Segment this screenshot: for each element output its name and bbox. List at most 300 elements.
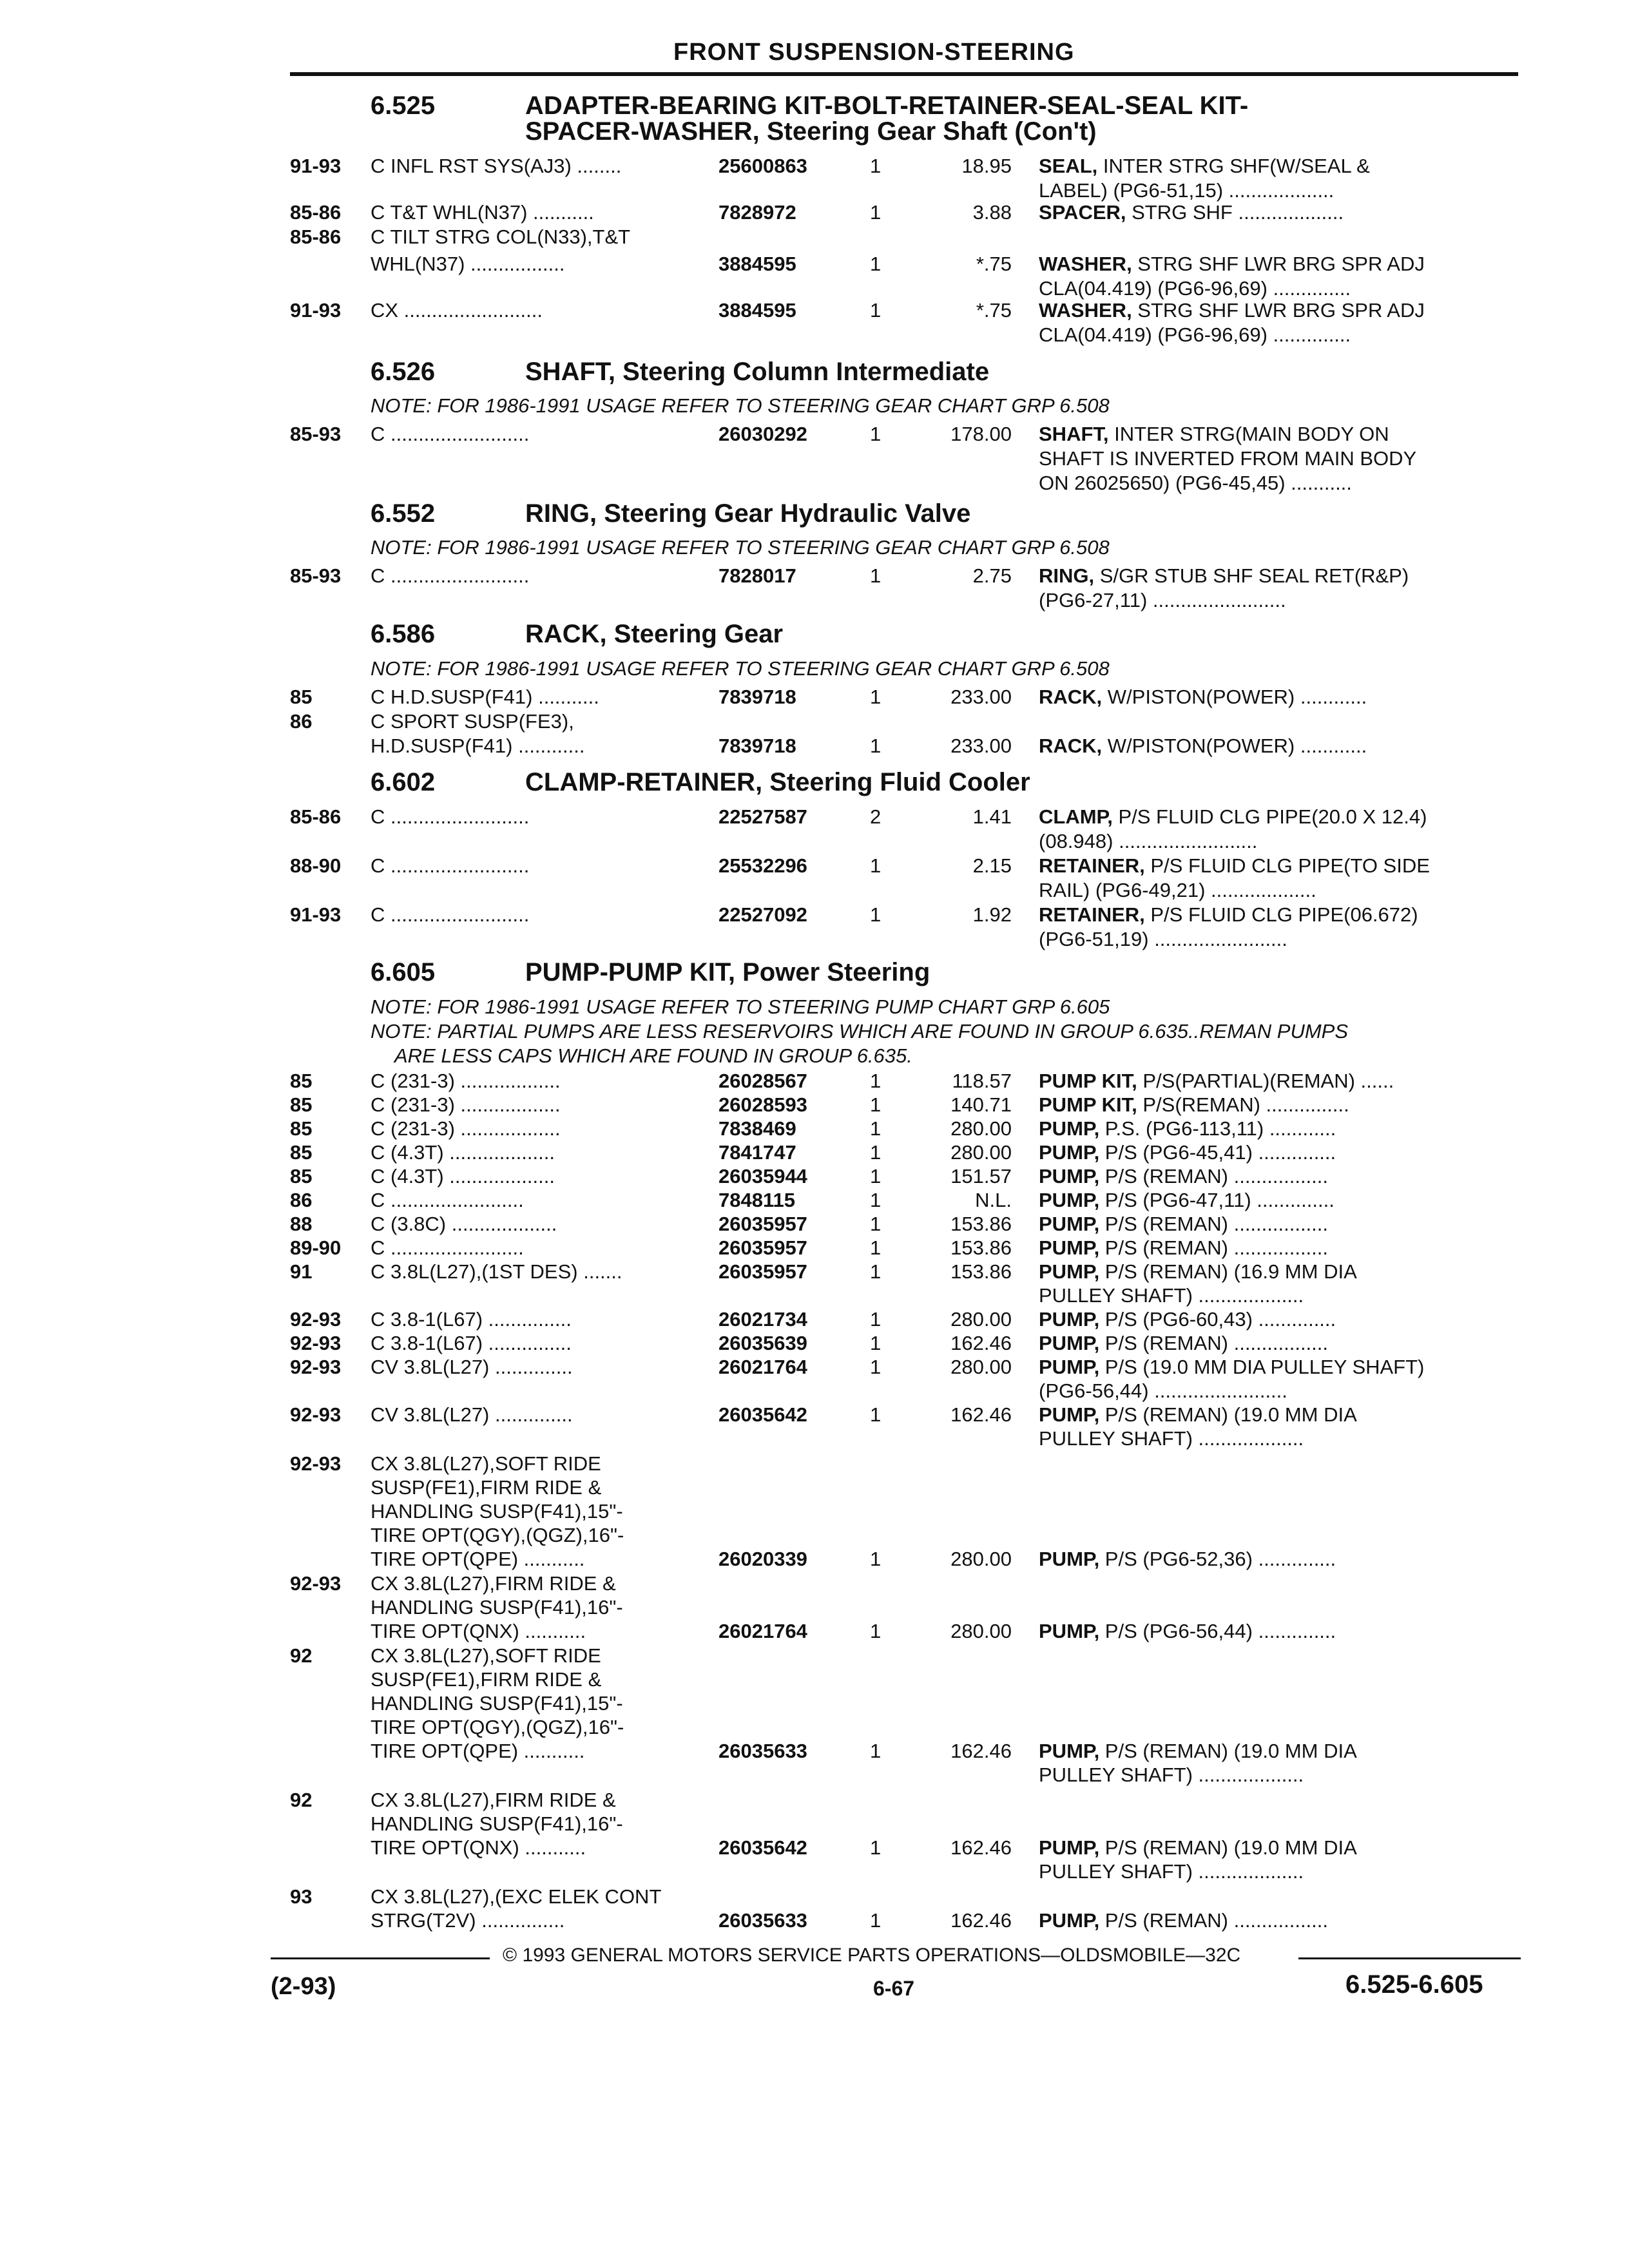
row-price: 1.92 bbox=[972, 903, 1012, 926]
table-row bbox=[0, 805, 1629, 831]
section-6-586-name: RACK, Steering Gear bbox=[525, 620, 784, 648]
row-application: C 3.8-1(L67) ............... bbox=[371, 1332, 572, 1354]
row-part-description bbox=[1039, 854, 1430, 878]
row-part-keyword: RACK, bbox=[1039, 686, 1103, 708]
table-row bbox=[0, 1356, 1629, 1381]
row-application: TIRE OPT(QGY),(QGZ),16"- bbox=[371, 1716, 624, 1738]
row-price: 153.86 bbox=[950, 1236, 1012, 1259]
row-part-description bbox=[1039, 1427, 1304, 1450]
row-part-number: 26020339 bbox=[718, 1548, 807, 1570]
row-year: 92 bbox=[290, 1644, 313, 1667]
row-application: TIRE OPT(QGY),(QGZ),16"- bbox=[371, 1524, 624, 1546]
row-year: 92-93 bbox=[290, 1403, 342, 1426]
row-quantity: 1 bbox=[870, 1909, 882, 1932]
row-part-description bbox=[1039, 1379, 1287, 1403]
table-row bbox=[0, 155, 1629, 180]
row-part-description bbox=[1039, 1093, 1349, 1117]
row-part-description bbox=[1039, 564, 1409, 588]
row-application: CX ......................... bbox=[371, 299, 543, 322]
row-part-detail: (PG6-51,19) ........................ bbox=[1039, 928, 1287, 950]
row-part-detail: CLA(04.419) (PG6-96,69) .............. bbox=[1039, 277, 1351, 300]
row-year: 85 bbox=[290, 1141, 313, 1164]
row-application: C ......................... bbox=[371, 423, 530, 445]
row-part-detail: P/S FLUID CLG PIPE(06.672) bbox=[1144, 903, 1418, 926]
row-year: 92-93 bbox=[290, 1452, 342, 1475]
row-part-detail: P/S (REMAN) (16.9 MM DIA bbox=[1099, 1260, 1357, 1283]
table-row bbox=[0, 1548, 1629, 1573]
row-part-description bbox=[1039, 1308, 1336, 1331]
row-part-detail: INTER STRG(MAIN BODY ON bbox=[1108, 423, 1389, 445]
section-6-525-number: 6.525 bbox=[371, 91, 436, 120]
table-row bbox=[0, 903, 1629, 929]
row-part-detail: P/S (REMAN) ................. bbox=[1099, 1909, 1329, 1932]
row-part-detail: (PG6-56,44) ........................ bbox=[1039, 1379, 1287, 1402]
row-application: CX 3.8L(L27),SOFT RIDE bbox=[371, 1452, 601, 1475]
table-row bbox=[0, 879, 1629, 905]
row-quantity: 1 bbox=[870, 1093, 882, 1116]
row-part-detail: ON 26025650) (PG6-45,45) ........... bbox=[1039, 472, 1352, 494]
row-quantity: 1 bbox=[870, 1356, 882, 1378]
row-part-keyword: RACK, bbox=[1039, 735, 1103, 757]
row-part-description bbox=[1039, 928, 1287, 951]
row-year: 91-93 bbox=[290, 155, 342, 177]
row-application: C T&T WHL(N37) ........... bbox=[371, 201, 594, 224]
row-price: 162.46 bbox=[950, 1332, 1012, 1354]
row-quantity: 1 bbox=[870, 903, 882, 926]
row-year: 92-93 bbox=[290, 1572, 342, 1595]
row-application: C ......................... bbox=[371, 805, 530, 828]
table-row bbox=[0, 686, 1629, 711]
row-part-keyword: SHAFT, bbox=[1039, 423, 1109, 445]
row-part-description bbox=[1039, 1070, 1394, 1093]
row-part-detail: P/S (REMAN) (19.0 MM DIA bbox=[1099, 1403, 1357, 1426]
row-part-keyword: PUMP, bbox=[1039, 1260, 1100, 1283]
table-row bbox=[0, 226, 1629, 251]
row-quantity: 1 bbox=[870, 201, 882, 224]
row-part-description bbox=[1039, 1260, 1357, 1283]
row-price: 233.00 bbox=[950, 686, 1012, 708]
row-part-detail: SHAFT IS INVERTED FROM MAIN BODY bbox=[1039, 447, 1417, 470]
row-year: 85-86 bbox=[290, 226, 342, 248]
section-6-525-name-line1: ADAPTER-BEARING KIT-BOLT-RETAINER-SEAL-SEAL KIT- bbox=[525, 91, 1249, 120]
section-6-552-note: NOTE: FOR 1986-1991 USAGE REFER TO STEERING GEAR CHART GRP 6.508 bbox=[371, 536, 1110, 559]
section-6-602-number: 6.602 bbox=[371, 768, 436, 796]
footer-rule-right bbox=[1298, 1957, 1521, 1959]
section-6-526-number: 6.526 bbox=[371, 358, 436, 386]
table-row bbox=[0, 1812, 1629, 1838]
row-part-number: 26035957 bbox=[718, 1260, 807, 1283]
section-6-605-number: 6.605 bbox=[371, 958, 436, 986]
row-application: WHL(N37) ................. bbox=[371, 253, 565, 275]
row-part-detail: P/S (REMAN) ................. bbox=[1099, 1165, 1329, 1187]
row-price: 140.71 bbox=[950, 1093, 1012, 1116]
row-part-keyword: PUMP, bbox=[1039, 1165, 1100, 1187]
row-part-keyword: PUMP, bbox=[1039, 1403, 1100, 1426]
row-year: 85 bbox=[290, 1070, 313, 1092]
row-price: 233.00 bbox=[950, 735, 1012, 757]
row-part-detail: P/S(PARTIAL)(REMAN) ...... bbox=[1137, 1070, 1394, 1092]
row-year: 85-93 bbox=[290, 564, 342, 587]
row-part-keyword: PUMP, bbox=[1039, 1909, 1100, 1932]
row-part-detail: P/S (REMAN) (19.0 MM DIA bbox=[1099, 1740, 1357, 1762]
row-part-number: 7839718 bbox=[718, 735, 796, 757]
row-part-number: 26035633 bbox=[718, 1909, 807, 1932]
row-part-number: 26028567 bbox=[718, 1070, 807, 1092]
section-6-605-note-3: ARE LESS CAPS WHICH ARE FOUND IN GROUP 6.635. bbox=[394, 1044, 912, 1067]
table-row bbox=[0, 1740, 1629, 1765]
row-price: 280.00 bbox=[950, 1141, 1012, 1164]
row-part-description bbox=[1039, 253, 1425, 276]
row-year: 89-90 bbox=[290, 1236, 342, 1259]
row-application: HANDLING SUSP(F41),16"- bbox=[371, 1596, 623, 1619]
row-part-description bbox=[1039, 277, 1351, 300]
row-part-keyword: PUMP, bbox=[1039, 1620, 1100, 1642]
row-part-keyword: SPACER, bbox=[1039, 201, 1126, 224]
section-6-602-name: CLAMP-RETAINER, Steering Fluid Cooler bbox=[525, 768, 1030, 796]
row-part-description bbox=[1039, 1620, 1336, 1643]
row-price: N.L. bbox=[975, 1189, 1012, 1211]
row-part-number: 22527587 bbox=[718, 805, 807, 828]
row-year: 86 bbox=[290, 710, 313, 733]
table-row bbox=[0, 1716, 1629, 1742]
row-quantity: 1 bbox=[870, 1740, 882, 1762]
row-part-description bbox=[1039, 830, 1257, 853]
row-part-description bbox=[1039, 323, 1351, 347]
table-row bbox=[0, 299, 1629, 325]
row-part-number: 7828017 bbox=[718, 564, 796, 587]
section-6-552-number: 6.552 bbox=[371, 499, 436, 528]
row-year: 91 bbox=[290, 1260, 313, 1283]
table-row bbox=[0, 1596, 1629, 1622]
row-part-number: 3884595 bbox=[718, 299, 796, 322]
row-year: 88 bbox=[290, 1213, 313, 1235]
row-application: SUSP(FE1),FIRM RIDE & bbox=[371, 1668, 602, 1691]
row-part-detail: P/S (PG6-60,43) .............. bbox=[1099, 1308, 1336, 1331]
row-application: C ........................ bbox=[371, 1236, 524, 1259]
table-row bbox=[0, 1836, 1629, 1862]
header-rule bbox=[290, 72, 1518, 76]
row-part-keyword: PUMP KIT, bbox=[1039, 1070, 1137, 1092]
row-part-detail: LABEL) (PG6-51,15) ................... bbox=[1039, 179, 1335, 202]
table-row bbox=[0, 1500, 1629, 1526]
row-price: 118.57 bbox=[952, 1070, 1012, 1092]
row-price: 153.86 bbox=[950, 1213, 1012, 1235]
row-price: *.75 bbox=[976, 299, 1012, 322]
row-part-detail: P/S (PG6-56,44) .............. bbox=[1099, 1620, 1336, 1642]
row-part-description bbox=[1039, 1117, 1336, 1140]
row-quantity: 1 bbox=[870, 1141, 882, 1164]
row-part-number: 26035642 bbox=[718, 1836, 807, 1859]
footer-rule-left bbox=[271, 1957, 490, 1959]
row-year: 85 bbox=[290, 1165, 313, 1187]
row-price: 280.00 bbox=[950, 1620, 1012, 1642]
row-part-keyword: PUMP, bbox=[1039, 1548, 1100, 1570]
row-quantity: 1 bbox=[870, 423, 882, 445]
row-price: 3.88 bbox=[972, 201, 1012, 224]
row-part-description bbox=[1039, 155, 1370, 178]
row-part-number: 26035642 bbox=[718, 1403, 807, 1426]
row-application: CX 3.8L(L27),SOFT RIDE bbox=[371, 1644, 601, 1667]
row-part-keyword: PUMP, bbox=[1039, 1836, 1100, 1859]
row-quantity: 1 bbox=[870, 1403, 882, 1426]
row-quantity: 2 bbox=[870, 805, 882, 828]
row-part-keyword: WASHER, bbox=[1039, 253, 1132, 275]
table-row bbox=[0, 1141, 1629, 1167]
section-6-605-note-1: NOTE: FOR 1986-1991 USAGE REFER TO STEERING PUMP CHART GRP 6.605 bbox=[371, 995, 1110, 1018]
row-part-keyword: PUMP, bbox=[1039, 1141, 1100, 1164]
row-part-description bbox=[1039, 1763, 1304, 1787]
row-part-description bbox=[1039, 1213, 1328, 1236]
row-part-keyword: CLAMP, bbox=[1039, 805, 1113, 828]
row-year: 91-93 bbox=[290, 299, 342, 322]
row-part-keyword: PUMP, bbox=[1039, 1308, 1100, 1331]
row-part-description bbox=[1039, 201, 1344, 224]
row-year: 85-86 bbox=[290, 201, 342, 224]
table-row bbox=[0, 1572, 1629, 1598]
row-application: HANDLING SUSP(F41),16"- bbox=[371, 1812, 623, 1835]
row-year: 86 bbox=[290, 1189, 313, 1211]
row-price: 162.46 bbox=[950, 1909, 1012, 1932]
row-part-number: 7838469 bbox=[718, 1117, 796, 1140]
row-application: C ........................ bbox=[371, 1189, 524, 1211]
row-part-detail: (08.948) ......................... bbox=[1039, 830, 1258, 852]
table-row bbox=[0, 1189, 1629, 1215]
table-row bbox=[0, 1165, 1629, 1191]
row-part-number: 26021734 bbox=[718, 1308, 807, 1331]
row-part-detail: PULLEY SHAFT) ................... bbox=[1039, 1284, 1304, 1307]
table-row bbox=[0, 1668, 1629, 1694]
table-row bbox=[0, 1476, 1629, 1502]
row-quantity: 1 bbox=[870, 155, 882, 177]
table-row bbox=[0, 1524, 1629, 1550]
row-year: 93 bbox=[290, 1885, 313, 1908]
table-row bbox=[0, 830, 1629, 856]
table-row bbox=[0, 1260, 1629, 1286]
row-application: C (231-3) .................. bbox=[371, 1070, 561, 1092]
row-year: 91-93 bbox=[290, 903, 342, 926]
row-price: 2.75 bbox=[972, 564, 1012, 587]
table-row bbox=[0, 323, 1629, 349]
section-6-586-number: 6.586 bbox=[371, 620, 436, 648]
row-part-description bbox=[1039, 879, 1316, 902]
row-part-description bbox=[1039, 903, 1418, 927]
row-price: 280.00 bbox=[950, 1356, 1012, 1378]
row-quantity: 1 bbox=[870, 299, 882, 322]
row-price: 18.95 bbox=[961, 155, 1012, 177]
row-part-detail: STRG SHF LWR BRG SPR ADJ bbox=[1132, 299, 1425, 322]
row-quantity: 1 bbox=[870, 1117, 882, 1140]
page-header-title: FRONT SUSPENSION-STEERING bbox=[673, 39, 1075, 66]
row-part-detail: P/S(REMAN) ............... bbox=[1137, 1093, 1349, 1116]
footer-copyright: © 1993 GENERAL MOTORS SERVICE PARTS OPERATIONS—OLDSMOBILE—32C bbox=[503, 1945, 1241, 1966]
table-row bbox=[0, 1093, 1629, 1119]
row-part-detail: P/S (REMAN) ................. bbox=[1099, 1236, 1329, 1259]
table-row bbox=[0, 1213, 1629, 1238]
row-quantity: 1 bbox=[870, 564, 882, 587]
row-part-description bbox=[1039, 1548, 1336, 1571]
row-part-keyword: SEAL, bbox=[1039, 155, 1098, 177]
row-year: 92-93 bbox=[290, 1308, 342, 1331]
row-part-detail: PULLEY SHAFT) ................... bbox=[1039, 1860, 1304, 1883]
row-part-number: 7828972 bbox=[718, 201, 796, 224]
table-row bbox=[0, 1763, 1629, 1789]
section-6-586-note: NOTE: FOR 1986-1991 USAGE REFER TO STEERING GEAR CHART GRP 6.508 bbox=[371, 657, 1110, 680]
table-row bbox=[0, 564, 1629, 590]
row-part-keyword: RING, bbox=[1039, 564, 1095, 587]
row-part-description bbox=[1039, 686, 1367, 709]
row-part-number: 25600863 bbox=[718, 155, 807, 177]
table-row bbox=[0, 589, 1629, 615]
row-part-description bbox=[1039, 1189, 1335, 1212]
table-row bbox=[0, 854, 1629, 880]
section-6-552-name: RING, Steering Gear Hydraulic Valve bbox=[525, 499, 971, 528]
table-row bbox=[0, 423, 1629, 448]
row-part-keyword: PUMP, bbox=[1039, 1740, 1100, 1762]
row-part-description bbox=[1039, 1356, 1424, 1379]
row-part-keyword: PUMP, bbox=[1039, 1356, 1100, 1378]
row-price: 162.46 bbox=[950, 1740, 1012, 1762]
row-part-detail: STRG SHF ................... bbox=[1126, 201, 1344, 224]
table-row bbox=[0, 1620, 1629, 1646]
row-application: CX 3.8L(L27),(EXC ELEK CONT bbox=[371, 1885, 662, 1908]
row-part-description bbox=[1039, 472, 1352, 495]
row-part-number: 7839718 bbox=[718, 686, 796, 708]
row-part-detail: W/PISTON(POWER) ............ bbox=[1102, 686, 1367, 708]
row-year: 85 bbox=[290, 1117, 313, 1140]
row-price: 153.86 bbox=[950, 1260, 1012, 1283]
table-row bbox=[0, 1403, 1629, 1429]
row-price: 162.46 bbox=[950, 1403, 1012, 1426]
row-part-description bbox=[1039, 805, 1427, 829]
row-part-keyword: RETAINER, bbox=[1039, 854, 1145, 877]
row-part-description bbox=[1039, 423, 1389, 446]
row-part-description bbox=[1039, 1836, 1357, 1860]
row-part-keyword: PUMP, bbox=[1039, 1236, 1100, 1259]
row-part-keyword: RETAINER, bbox=[1039, 903, 1145, 926]
row-quantity: 1 bbox=[870, 686, 882, 708]
footer-group-range: 6.525-6.605 bbox=[1345, 1970, 1483, 1999]
row-year: 88-90 bbox=[290, 854, 342, 877]
row-part-keyword: PUMP, bbox=[1039, 1332, 1100, 1354]
row-quantity: 1 bbox=[870, 1308, 882, 1331]
row-application: SUSP(FE1),FIRM RIDE & bbox=[371, 1476, 602, 1499]
row-part-keyword: PUMP, bbox=[1039, 1213, 1100, 1235]
row-part-number: 26035639 bbox=[718, 1332, 807, 1354]
section-6-605-note-2: NOTE: PARTIAL PUMPS ARE LESS RESERVOIRS WHICH ARE FOUND IN GROUP 6.635..REMAN PUMPS bbox=[371, 1020, 1349, 1043]
table-row bbox=[0, 1860, 1629, 1886]
section-6-605-name: PUMP-PUMP KIT, Power Steering bbox=[525, 958, 930, 986]
table-row bbox=[0, 1885, 1629, 1911]
row-part-number: 22527092 bbox=[718, 903, 807, 926]
table-row bbox=[0, 1692, 1629, 1718]
table-row bbox=[0, 1379, 1629, 1405]
row-application: TIRE OPT(QPE) ........... bbox=[371, 1548, 585, 1570]
table-row bbox=[0, 735, 1629, 760]
row-application: HANDLING SUSP(F41),15"- bbox=[371, 1692, 623, 1715]
row-quantity: 1 bbox=[870, 735, 882, 757]
row-year: 85 bbox=[290, 1093, 313, 1116]
row-part-detail: P/S FLUID CLG PIPE(20.0 X 12.4) bbox=[1112, 805, 1427, 828]
row-price: 280.00 bbox=[950, 1308, 1012, 1331]
row-part-number: 26035957 bbox=[718, 1213, 807, 1235]
row-part-number: 26035957 bbox=[718, 1236, 807, 1259]
row-application: C (3.8C) ................... bbox=[371, 1213, 557, 1235]
row-application: C (231-3) .................. bbox=[371, 1117, 561, 1140]
row-part-detail: PULLEY SHAFT) ................... bbox=[1039, 1427, 1304, 1450]
row-application: TIRE OPT(QNX) ........... bbox=[371, 1620, 586, 1642]
row-part-detail: INTER STRG SHF(W/SEAL & bbox=[1097, 155, 1370, 177]
row-quantity: 1 bbox=[870, 1070, 882, 1092]
row-part-number: 26021764 bbox=[718, 1356, 807, 1378]
row-price: *.75 bbox=[976, 253, 1012, 275]
row-part-description bbox=[1039, 1141, 1336, 1164]
row-part-description bbox=[1039, 1236, 1328, 1260]
table-row bbox=[0, 710, 1629, 736]
footer-page-number: 6-67 bbox=[873, 1977, 915, 2000]
row-quantity: 1 bbox=[870, 1165, 882, 1187]
row-application: CV 3.8L(L27) .............. bbox=[371, 1403, 573, 1426]
row-part-detail: S/GR STUB SHF SEAL RET(R&P) bbox=[1094, 564, 1409, 587]
table-row bbox=[0, 928, 1629, 954]
row-application: H.D.SUSP(F41) ............ bbox=[371, 735, 585, 757]
row-part-description bbox=[1039, 589, 1286, 612]
table-row bbox=[0, 1644, 1629, 1670]
row-application: C 3.8L(L27),(1ST DES) ....... bbox=[371, 1260, 622, 1283]
section-6-526-name: SHAFT, Steering Column Intermediate bbox=[525, 358, 990, 386]
footer-date-code: (2-93) bbox=[271, 1973, 336, 2000]
section-6-525-name-line2: SPACER-WASHER, Steering Gear Shaft (Con't) bbox=[525, 117, 1097, 146]
row-application: C H.D.SUSP(F41) ........... bbox=[371, 686, 599, 708]
table-row bbox=[0, 1789, 1629, 1814]
row-application: CX 3.8L(L27),FIRM RIDE & bbox=[371, 1789, 616, 1811]
row-year: 92-93 bbox=[290, 1356, 342, 1378]
row-quantity: 1 bbox=[870, 1620, 882, 1642]
row-application: C 3.8-1(L67) ............... bbox=[371, 1308, 572, 1331]
row-part-number: 26021764 bbox=[718, 1620, 807, 1642]
row-quantity: 1 bbox=[870, 1189, 882, 1211]
row-part-detail: PULLEY SHAFT) ................... bbox=[1039, 1763, 1304, 1786]
row-part-detail: STRG SHF LWR BRG SPR ADJ bbox=[1132, 253, 1425, 275]
row-price: 151.57 bbox=[950, 1165, 1012, 1187]
row-price: 280.00 bbox=[950, 1117, 1012, 1140]
row-part-detail: P/S (REMAN) ................. bbox=[1099, 1332, 1329, 1354]
row-part-keyword: WASHER, bbox=[1039, 299, 1132, 322]
table-row bbox=[0, 1070, 1629, 1095]
row-part-keyword: PUMP KIT, bbox=[1039, 1093, 1137, 1116]
table-row bbox=[0, 1308, 1629, 1334]
row-part-description bbox=[1039, 1403, 1357, 1427]
table-row bbox=[0, 1909, 1629, 1935]
row-application: C (4.3T) ................... bbox=[371, 1141, 555, 1164]
row-part-number: 7841747 bbox=[718, 1141, 796, 1164]
row-part-detail: P.S. (PG6-113,11) ............ bbox=[1099, 1117, 1336, 1140]
row-part-number: 26030292 bbox=[718, 423, 807, 445]
row-quantity: 1 bbox=[870, 1332, 882, 1354]
row-part-number: 26028593 bbox=[718, 1093, 807, 1116]
row-part-detail: P/S (REMAN) (19.0 MM DIA bbox=[1099, 1836, 1357, 1859]
row-quantity: 1 bbox=[870, 253, 882, 275]
row-price: 1.41 bbox=[972, 805, 1012, 828]
row-application: CV 3.8L(L27) .............. bbox=[371, 1356, 573, 1378]
row-application: C INFL RST SYS(AJ3) ........ bbox=[371, 155, 622, 177]
row-part-description bbox=[1039, 1332, 1328, 1355]
row-part-number: 26035944 bbox=[718, 1165, 807, 1187]
row-price: 178.00 bbox=[950, 423, 1012, 445]
table-row bbox=[0, 1236, 1629, 1262]
row-price: 280.00 bbox=[950, 1548, 1012, 1570]
row-part-description bbox=[1039, 1909, 1328, 1932]
row-price: 162.46 bbox=[950, 1836, 1012, 1859]
